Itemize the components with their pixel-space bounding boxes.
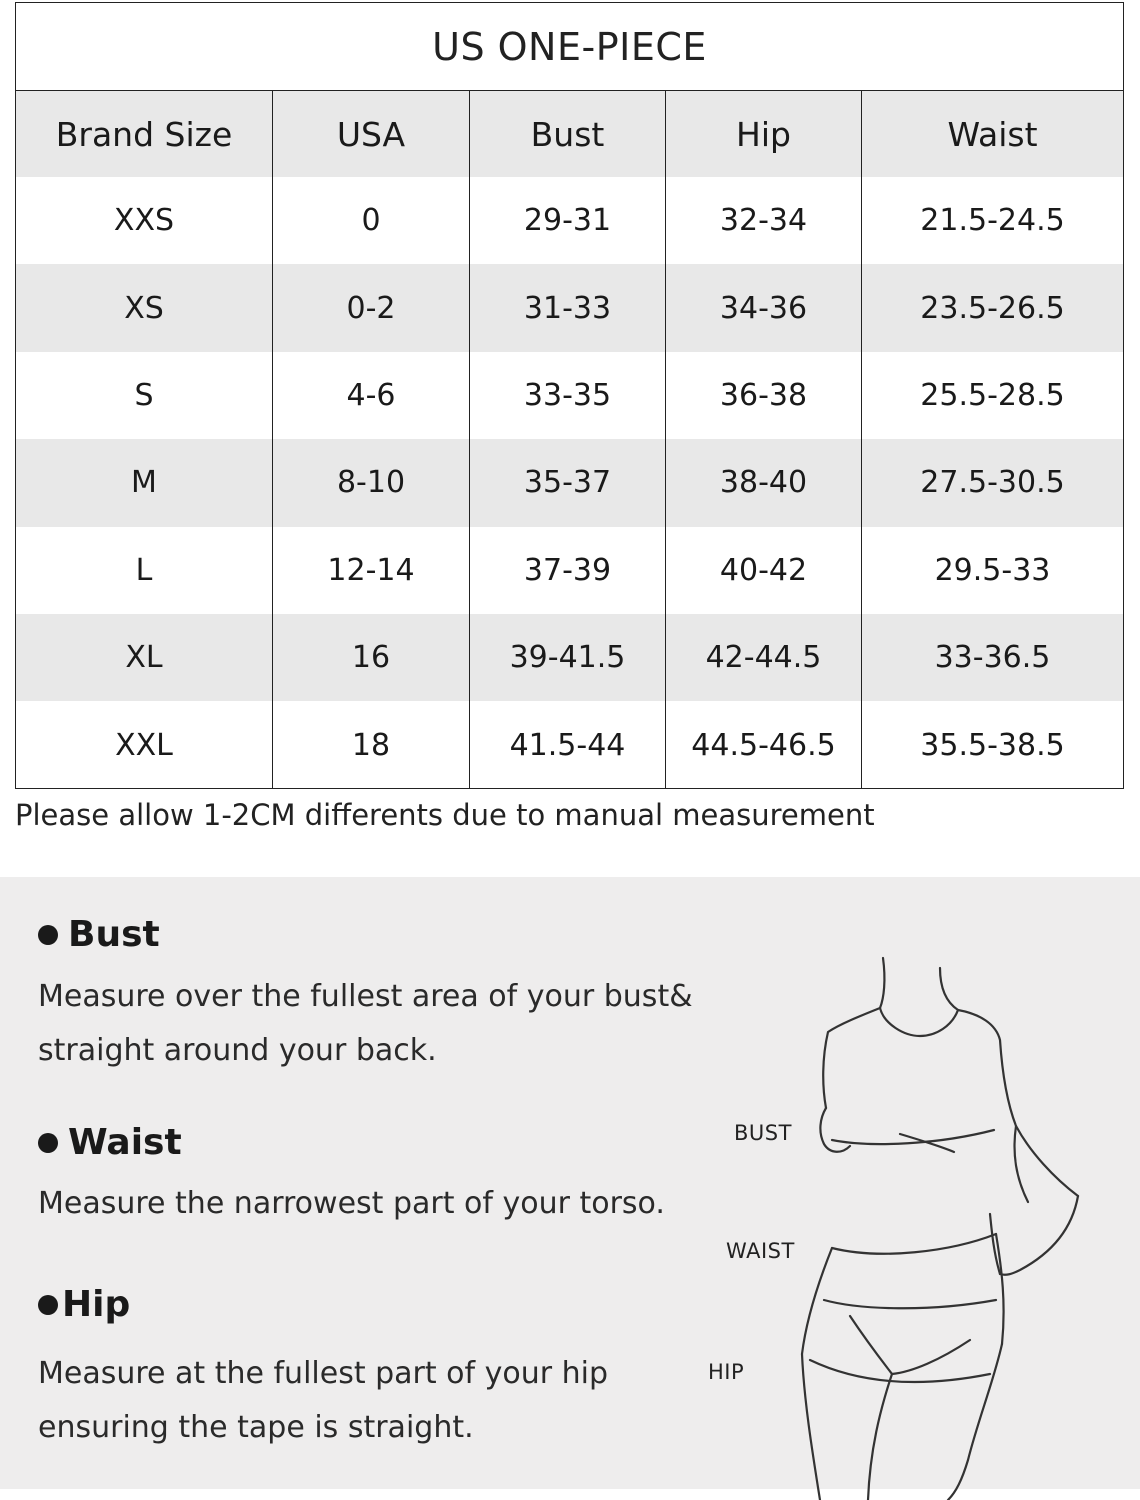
cell-bust: 29-31 [470,177,666,264]
cell-hip: 36-38 [666,352,862,439]
header-usa: USA [273,91,470,177]
cell-usa: 4-6 [273,352,470,439]
cell-bust: 31-33 [470,264,666,351]
cell-hip: 32-34 [666,177,862,264]
table-row [16,701,1123,788]
figure-label-bust: BUST [734,1121,792,1145]
hip-title: Hip [62,1284,131,1325]
cell-hip: 44.5-46.5 [666,701,862,788]
cell-hip: 38-40 [666,439,862,526]
waist-description [38,1177,738,1231]
cell-brand-size: XS [16,264,273,351]
table-row [16,527,1123,614]
bullet-icon [38,925,58,945]
header-hip: Hip [666,91,862,177]
cell-bust: 35-37 [470,439,666,526]
cell-usa: 12-14 [273,527,470,614]
cell-hip: 40-42 [666,527,862,614]
cell-waist: 29.5-33 [934,552,1051,588]
bust-title: Bust [68,914,160,955]
figure-label-hip: HIP [708,1360,745,1384]
cell-brand-size: XXL [16,701,273,788]
cell-waist: 35.5-38.5 [920,727,1065,763]
header-brand-size: Brand Size [16,91,273,177]
figure-label-waist: WAIST [726,1239,795,1263]
table-header-row [16,91,1123,177]
bust-line-2: straight around your back. [38,1033,437,1068]
table-row [16,352,1123,439]
cell-usa: 18 [273,701,470,788]
header-waist: Waist [947,114,1038,154]
bust-description [38,970,738,1078]
cell-usa: 0-2 [273,264,470,351]
table-row [16,177,1123,264]
measurement-note: Please allow 1-2CM differents due to manual measurement [15,798,875,832]
table-row [16,264,1123,351]
cell-waist: 27.5-30.5 [920,465,1065,501]
cell-brand-size: XL [16,614,273,701]
cell-bust: 41.5-44 [470,701,666,788]
cell-usa: 0 [273,177,470,264]
hip-line-2: ensuring the tape is straight. [38,1410,474,1445]
table-row [16,439,1123,526]
cell-usa: 8-10 [273,439,470,526]
bullet-icon [38,1133,58,1153]
table-title-row [16,3,1123,91]
bullet-icon [38,1295,58,1315]
cell-waist: 33-36.5 [934,640,1051,676]
hip-description [38,1347,738,1455]
waist-title: Waist [68,1122,182,1163]
cell-usa: 16 [273,614,470,701]
cell-hip: 42-44.5 [666,614,862,701]
cell-brand-size: L [16,527,273,614]
waist-line-1: Measure the narrowest part of your torso. [38,1186,665,1221]
header-bust: Bust [470,91,666,177]
hip-heading [38,1284,130,1325]
cell-waist: 21.5-24.5 [920,203,1065,239]
cell-bust: 39-41.5 [470,614,666,701]
cell-bust: 37-39 [470,527,666,614]
table-body [16,177,1123,789]
bust-heading [38,914,160,955]
cell-waist: 23.5-26.5 [920,290,1065,326]
body-figure-illustration [780,940,1140,1500]
cell-brand-size: S [16,352,273,439]
table-title: US ONE-PIECE [432,24,707,69]
bust-line-1: Measure over the fullest area of your bust& [38,979,693,1014]
waist-heading [38,1122,182,1163]
cell-hip: 34-36 [666,264,862,351]
size-chart-table [15,2,1124,789]
cell-bust: 33-35 [470,352,666,439]
cell-brand-size: XXS [16,177,273,264]
cell-brand-size: M [16,439,273,526]
table-row [16,614,1123,701]
cell-waist: 25.5-28.5 [920,377,1065,413]
hip-line-1: Measure at the fullest part of your hip [38,1356,609,1391]
